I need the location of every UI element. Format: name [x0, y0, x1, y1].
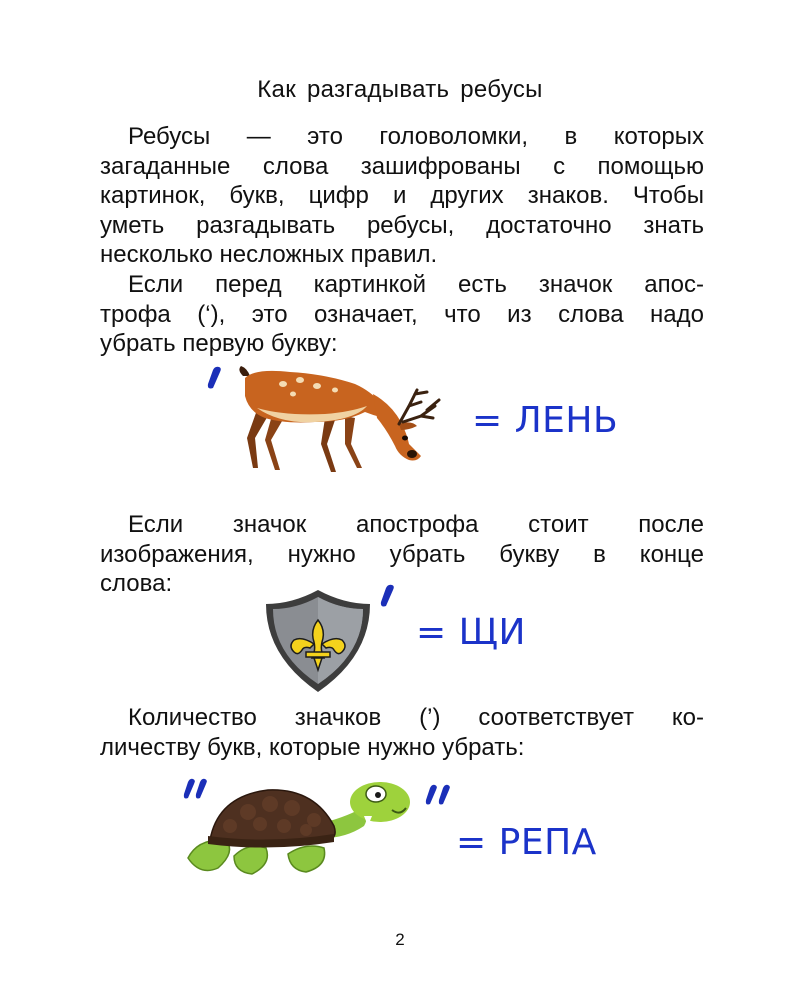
turtle-icon: [188, 782, 410, 874]
text-line: слова:: [100, 570, 173, 597]
rule3-answer: = РЕПА: [456, 822, 597, 863]
page-title: Как разгадывать ребусы: [257, 76, 543, 103]
apostrophe-mark: [381, 585, 394, 607]
shield-illustration: [262, 584, 412, 696]
apostrophe-mark: [208, 367, 221, 389]
apostrophe-mark: [184, 779, 207, 799]
rule3-paragraph: [100, 703, 704, 762]
intro-paragraph: [100, 122, 704, 270]
rule1-paragraph: [100, 270, 704, 359]
rule1-answer: = ЛЕНЬ: [472, 400, 619, 441]
apostrophe-mark: [426, 785, 450, 805]
text-line: загаданные слова зашифрованы с помощью: [100, 152, 704, 180]
text-line: трофа (‘), это означает, что из слова надо: [100, 300, 704, 328]
text-line: Количество значков (’) соответствует ко-: [128, 704, 704, 731]
deer-illustration: [195, 360, 465, 480]
text-line: Если значок апострофа стоит после: [128, 511, 704, 538]
page-number: 2: [395, 930, 405, 949]
rule2-answer: = ЩИ: [416, 612, 526, 653]
deer-icon: [239, 366, 439, 472]
text-line: убрать первую букву:: [100, 330, 338, 357]
text-line: Если перед картинкой есть значок апос-: [128, 271, 704, 298]
text-line: несколько несложных правил.: [100, 241, 438, 268]
text-line: картинок, букв, цифр и других знаков. Чтобы: [100, 182, 704, 209]
text-line: изображения, нужно убрать букву в конце: [100, 540, 704, 568]
text-line: личеству букв, которые нужно убрать:: [100, 733, 525, 761]
text-line: Ребусы — это головоломки, в которых: [128, 123, 704, 150]
turtle-illustration: [178, 772, 468, 884]
text-line: уметь разгадывать ребусы, достаточно знать: [100, 211, 704, 239]
